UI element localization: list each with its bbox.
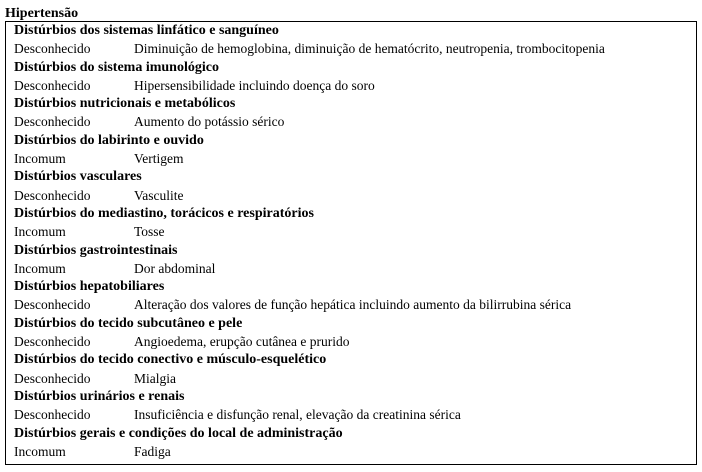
frequency-cell: Desconhecido [14,297,91,313]
section-heading: Distúrbios vasculares [14,169,142,185]
table-row [14,333,692,351]
reaction-cell: Diminuição de hemoglobina, diminuição de hematócrito, neutropenia, trombocitopenia [134,41,605,57]
table-rows [14,22,692,461]
section-heading: Distúrbios nutricionais e metabólicos [14,96,236,112]
section-heading: Distúrbios do sistema imunológico [14,59,219,75]
reaction-cell: Insuficiência e disfunção renal, elevação da creatinina sérica [134,407,461,423]
reaction-cell: Angioedema, erupção cutânea e prurido [134,334,350,350]
section-heading: Distúrbios gastrointestinais [14,242,178,258]
table-row [14,187,692,205]
section-heading: Distúrbios gerais e condições do local de administração [14,425,343,441]
reaction-cell: Tosse [134,224,165,240]
frequency-cell: Desconhecido [14,334,91,350]
reaction-cell: Aumento do potássio sérico [134,114,285,130]
reaction-cell: Hipersensibilidade incluindo doença do soro [134,77,375,93]
frequency-cell: Incomum [14,151,66,167]
table-row [14,443,692,461]
table-row [14,150,692,168]
frequency-cell: Desconhecido [14,370,91,386]
section-heading: Distúrbios do tecido conectivo e músculo-esquelético [14,352,327,368]
frequency-cell: Incomum [14,260,66,276]
table-row [14,260,692,278]
section-heading: Distúrbios dos sistemas linfático e sanguíneo [14,23,279,38]
table-row [14,296,692,314]
section-heading: Distúrbios do tecido subcutâneo e pele [14,315,243,331]
table-row [14,223,692,241]
table-row [14,406,692,424]
reaction-cell: Fadiga [134,443,171,459]
table-row [14,40,692,58]
reaction-cell: Alteração dos valores de função hepática incluindo aumento da bilirrubina sérica [134,297,572,313]
page-title: Hipertensão [5,6,79,21]
frequency-cell: Desconhecido [14,114,91,130]
section-heading: Distúrbios do mediastino, torácicos e respiratórios [14,205,314,221]
reaction-cell: Mialgia [134,370,176,386]
reaction-cell: Dor abdominal [134,260,216,276]
adverse-reactions-table [5,21,697,465]
section-heading: Distúrbios urinários e renais [14,388,185,404]
table-row [14,113,692,131]
frequency-cell: Incomum [14,443,66,459]
section-heading: Distúrbios hepatobiliares [14,279,165,295]
reaction-cell: Vertigem [134,151,184,167]
reaction-cell: Vasculite [134,187,184,203]
frequency-cell: Incomum [14,224,66,240]
frequency-cell: Desconhecido [14,407,91,423]
section-heading: Distúrbios do labirinto e ouvido [14,132,204,148]
frequency-cell: Desconhecido [14,41,91,57]
table-row [14,77,692,95]
table-row [14,370,692,388]
frequency-cell: Desconhecido [14,77,91,93]
frequency-cell: Desconhecido [14,187,91,203]
